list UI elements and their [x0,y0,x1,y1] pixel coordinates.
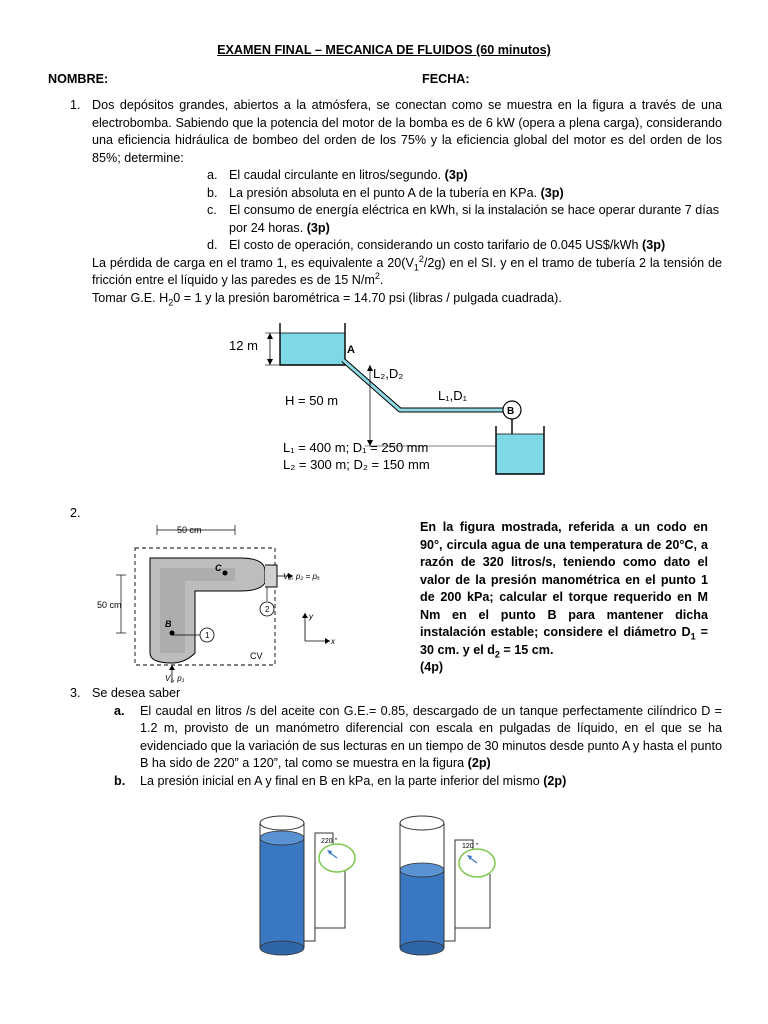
pipe-1-label: L₁,D₁ [438,388,468,403]
question-number: 1. [70,98,81,112]
point-b-label: B [165,619,172,629]
list-item: c. El consumo de energía eléctrica en kWh, si la instalación se hace operar durante 7 días por 24 horas. (3p) [207,203,720,235]
gauge-b-label: 120 " [462,843,479,850]
dim-12m: 12 m [229,338,258,353]
elbow-figure [95,513,350,688]
pump-system-figure [225,318,545,483]
dims-line-2: L₂ = 300 m; D₂ = 150 mm [283,457,430,472]
tank-a-oil [260,838,304,948]
point-b-label: B [507,406,515,417]
question-3 [70,685,722,790]
list-item: a. El caudal circulante en litros/segundo. (3p) [207,168,468,182]
fecha-label: FECHA: [422,72,470,86]
dims-line-1: L₁ = 400 m; D₁ = 250 mm [283,440,429,455]
tanks-figure [255,808,525,958]
question-1-items [207,167,722,255]
list-item: a. El caudal en litros /s del aceite con G.E.= 0.85, descargado de un tanque perfectamente cilíndrico D = 1.2 m, provisto de un manómetro diferencial con escala en pulgadas de líquido, en el que se ha evidenciado que la variación de sus lecturas en un tiempo de 30 minutos desde punto A y hasta el punto B ha sido de 220” a 120”, tal como se muestra en la figura (2p) [114,703,722,770]
inlet-label: V₁, p₁ [165,674,185,683]
question-1 [70,97,722,308]
point-a-label: A [347,344,355,356]
pipe-line [343,360,510,410]
question-1-intro: Dos depósitos grandes, abiertos a la atmósfera, se conectan como se muestra en la figura a través de una electrobomba. Sabiendo que la potencia del motor de la bomba es de 6 kW (opera a plena carga), considerando una eficiencia hidráulica de bombeo del orden de los 75% y la eficiencia global del motor es del orden de los 85%; determine: [92,98,722,165]
outlet-label: V₂, p₂ = pₐ [283,572,320,581]
upper-tank-water [280,333,345,365]
point-c-label: C [215,563,222,573]
svg-text:1: 1 [205,631,210,640]
axis-x-label: x [331,637,335,646]
axis-y-label: y [309,612,313,621]
lower-tank-water [496,434,544,474]
question-3-intro: Se desea saber [92,686,181,700]
list-item: b. La presión absoluta en el punto A de la tubería en KPa. (3p) [207,185,564,200]
nombre-label: NOMBRE: [48,72,109,86]
loss-text: La pérdida de carga en el tramo 1, es equivalente a $20(V_1^2/2g)$ en el SI. y en el tramo de tubería 2 la tensión de fricción entre el líquido y las paredes es de 15 $N/m^2$. [92,253,722,287]
svg-text:2: 2 [265,605,270,614]
cv-label: CV [250,651,263,661]
height-label: H = 50 m [285,393,339,408]
pipe-2-label: L₂,D₂ [373,366,404,381]
ge-text: Tomar G.E. $H_20 = 1$ y la presión barométrica = 14.70 psi (libras / pulgada cuadrada). [92,290,562,308]
gauge-a-label: 220 " [321,838,338,845]
exam-title: EXAMEN FINAL – MECANICA DE FLUIDOS (60 minutos) [217,43,551,57]
list-item: d. El costo de operación, considerando un costo tarifario de 0.045 US$/kWh (3p) [207,238,666,252]
question-2-text: En la figura mostrada, referida a un codo en 90°, circula agua de una temperatura de 20°C, a razón de 320 litros/s, teniendo como dato el valor de la presión manométrica en el punto 1 de 200 kPa; calcular el torque requerido en M Nm en el punto B para mantener dicha instalación estable; considere el diámetro $D_1 = 30$ cm. y el $d_2 = 15$ cm. (4p) [420,520,709,674]
question-number: 2. [70,506,81,520]
dim-top: 50 cm [177,525,202,535]
question-number: 3. [70,686,81,700]
tank-b-oil [400,870,444,948]
question-3-items [92,703,722,791]
list-item: b. La presión inicial en A y final en B en kPa, en la parte inferior del mismo (2p) [114,773,567,788]
dim-left: 50 cm [97,600,122,610]
